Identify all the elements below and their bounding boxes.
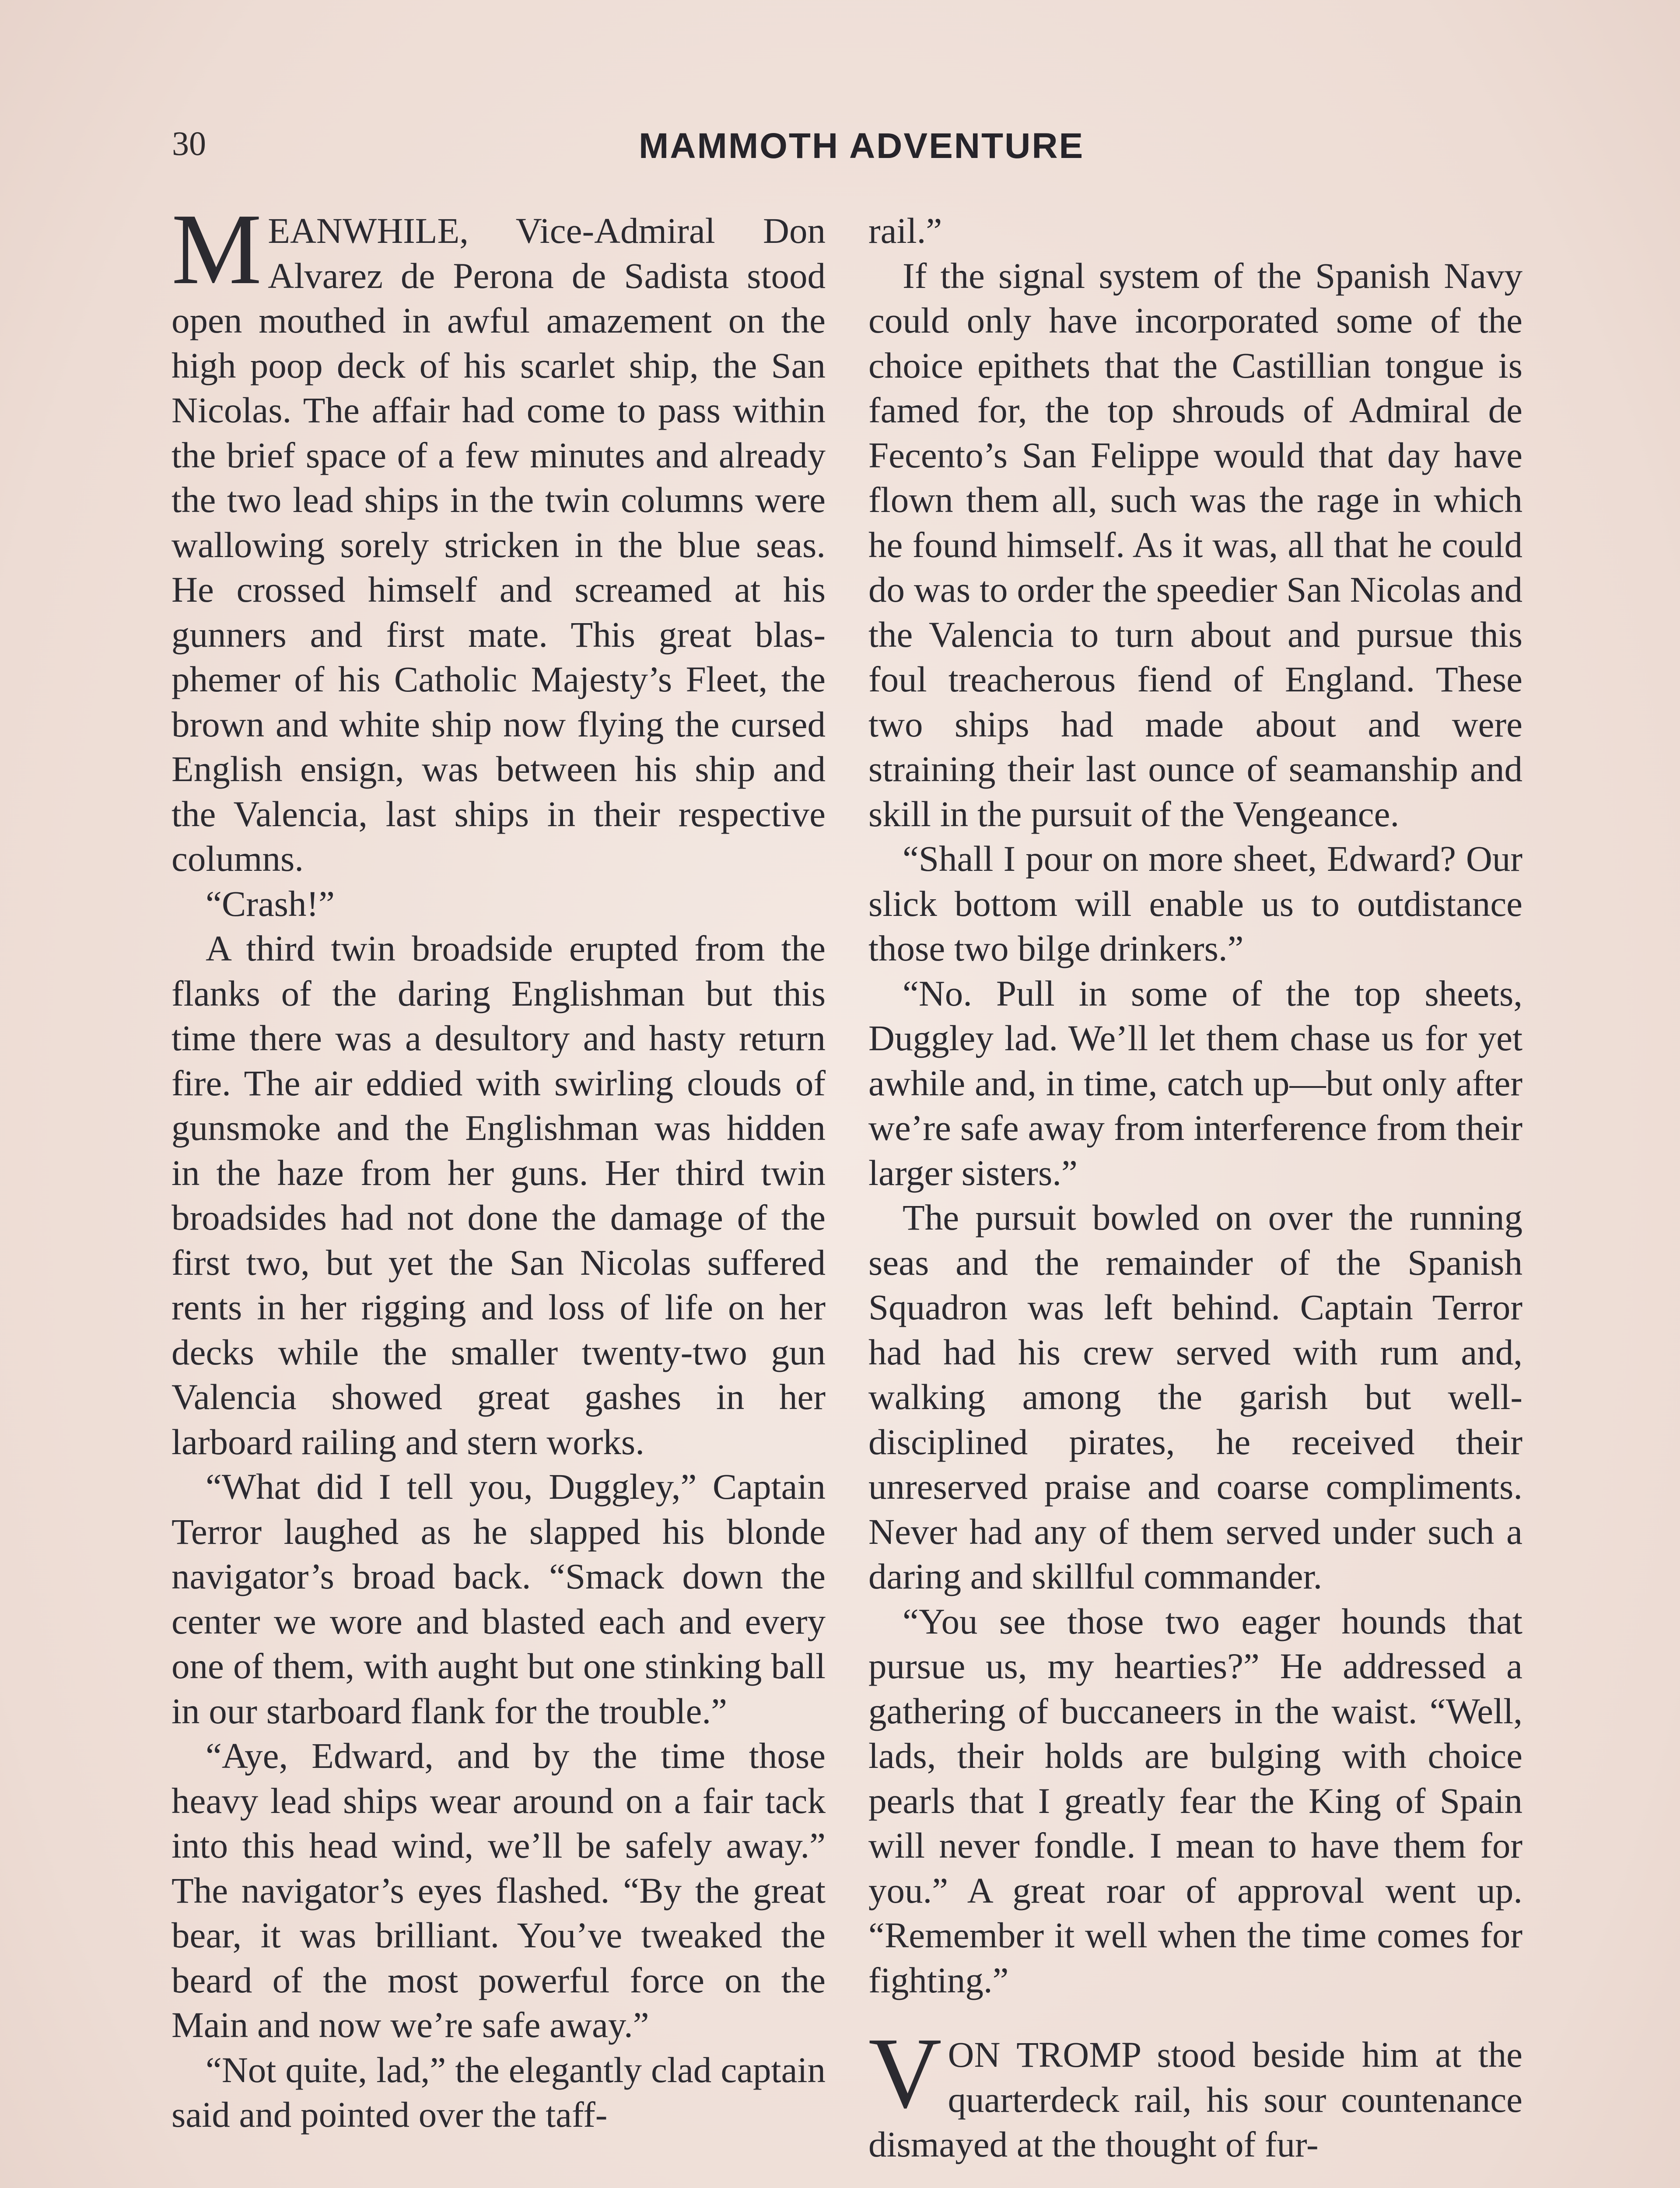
paragraph: If the signal system of the Spanish Navy could only have incorporated some of the choice epithets that the Castillian tongue is famed for, the top shrouds of Admiral de Fecento’s San Felippe would that day have flown them all, such was the rage in which he found himself. As it was, all that he could do was to order the speedier San Nicolas and the Valencia to turn about and pursue this foul treacherous fiend of England. These two ships had made about and were straining their last ounce of seamanship and skill in the pursuit of the Vengeance. bbox=[868, 255, 1522, 834]
paragraph: “Not quite, lad,” the elegantly clad captain said and pointed over the taff- bbox=[172, 2049, 826, 2135]
paragraph bbox=[172, 193, 826, 881]
paragraph: “No. Pull in some of the top sheets, Duggley lad. We’ll let them chase us for yet awhile and, in time, catch up—but only after we’re safe away from interference from their larger sisters.” bbox=[868, 973, 1522, 1193]
page-number: 30 bbox=[172, 124, 206, 162]
paragraph-text: EANWHILE, Vice-Admiral Don Alvarez de Perona de Sadista stood open mouthed in awful amazement on the high poop deck of his scarlet ship, the San Nicolas. The affair had come to pass within the brief space of a few minutes and already the two lead ships in the twin columns were wallowing sorely stricken in the blue seas. He crossed himself and screamed at his gunners and first mate. This great blasphemer of his Catholic Majesty’s Fleet, the brown and white ship now flying the cursed English ensign, was between his ship and the Valencia, last ships in their respective columns. bbox=[172, 210, 826, 879]
drop-cap: V bbox=[868, 2017, 942, 2129]
paragraph bbox=[868, 2017, 1522, 2167]
paragraph-text: ON TROMP stood beside him at the quarterdeck rail, his sour countenance dismayed at the thought of fur- bbox=[868, 2034, 1522, 2164]
paragraph: “Aye, Edward, and by the time those heavy lead ships wear around on a fair tack into this head wind, we’ll be safely away.” The navigator’s eyes flashed. “By the great bear, it was brilliant. You’ve tweaked the beard of the most powerful force on the Main and now we’re safe away.” bbox=[172, 1736, 826, 2045]
paragraph: “What did I tell you, Duggley,” Captain Terror laughed as he slapped his blonde navigator’s broad back. “Smack down the center we wore and blasted each and every one of them, with aught but one stinking ball in our starboard flank for the trouble.” bbox=[172, 1466, 826, 1731]
paragraph: “Crash!” bbox=[206, 883, 335, 924]
text-column-left bbox=[172, 193, 826, 2137]
paragraph: “Shall I pour on more sheet, Edward? Our slick bottom will enable us to outdistance those two bilge drinkers.” bbox=[868, 838, 1522, 968]
paragraph: rail.” bbox=[868, 210, 942, 251]
paragraph: A third twin broadside erupted from the flanks of the daring Englishman but this time there was a desultory and hasty return fire. The air eddied with swirling clouds of gunsmoke and the Englishman was hidden in the haze from her guns. Her third twin broadsides had not done the damage of the first two, but yet the San Nicolas suffered rents in her rigging and loss of life on her decks while the smaller twenty-two gun Valencia showed great gashes in her larboard railing and stern works. bbox=[172, 928, 826, 1462]
paragraph: “You see those two eager hounds that pursue us, my hearties?” He addressed a gathering of buccaneers in the waist. “Well, lads, their holds are bulging with choice pearls that I greatly fear the King of Spain will never fondle. I mean to have them for you.” A great roar of approval went up. “Remember it well when the time comes for fighting.” bbox=[868, 1601, 1522, 2000]
text-column-right bbox=[868, 208, 1522, 2167]
drop-cap: M bbox=[172, 193, 262, 305]
running-head: MAMMOTH ADVENTURE bbox=[639, 126, 1085, 166]
paragraph: The pursuit bowled on over the running seas and the remainder of the Spanish Squadron was left behind. Captain Terror had had his crew served with rum and, walking among the garish but well-disciplined pirates, he received their unreserved praise and coarse compliments. Never had any of them served under such a daring and skillful commander. bbox=[868, 1197, 1522, 1596]
